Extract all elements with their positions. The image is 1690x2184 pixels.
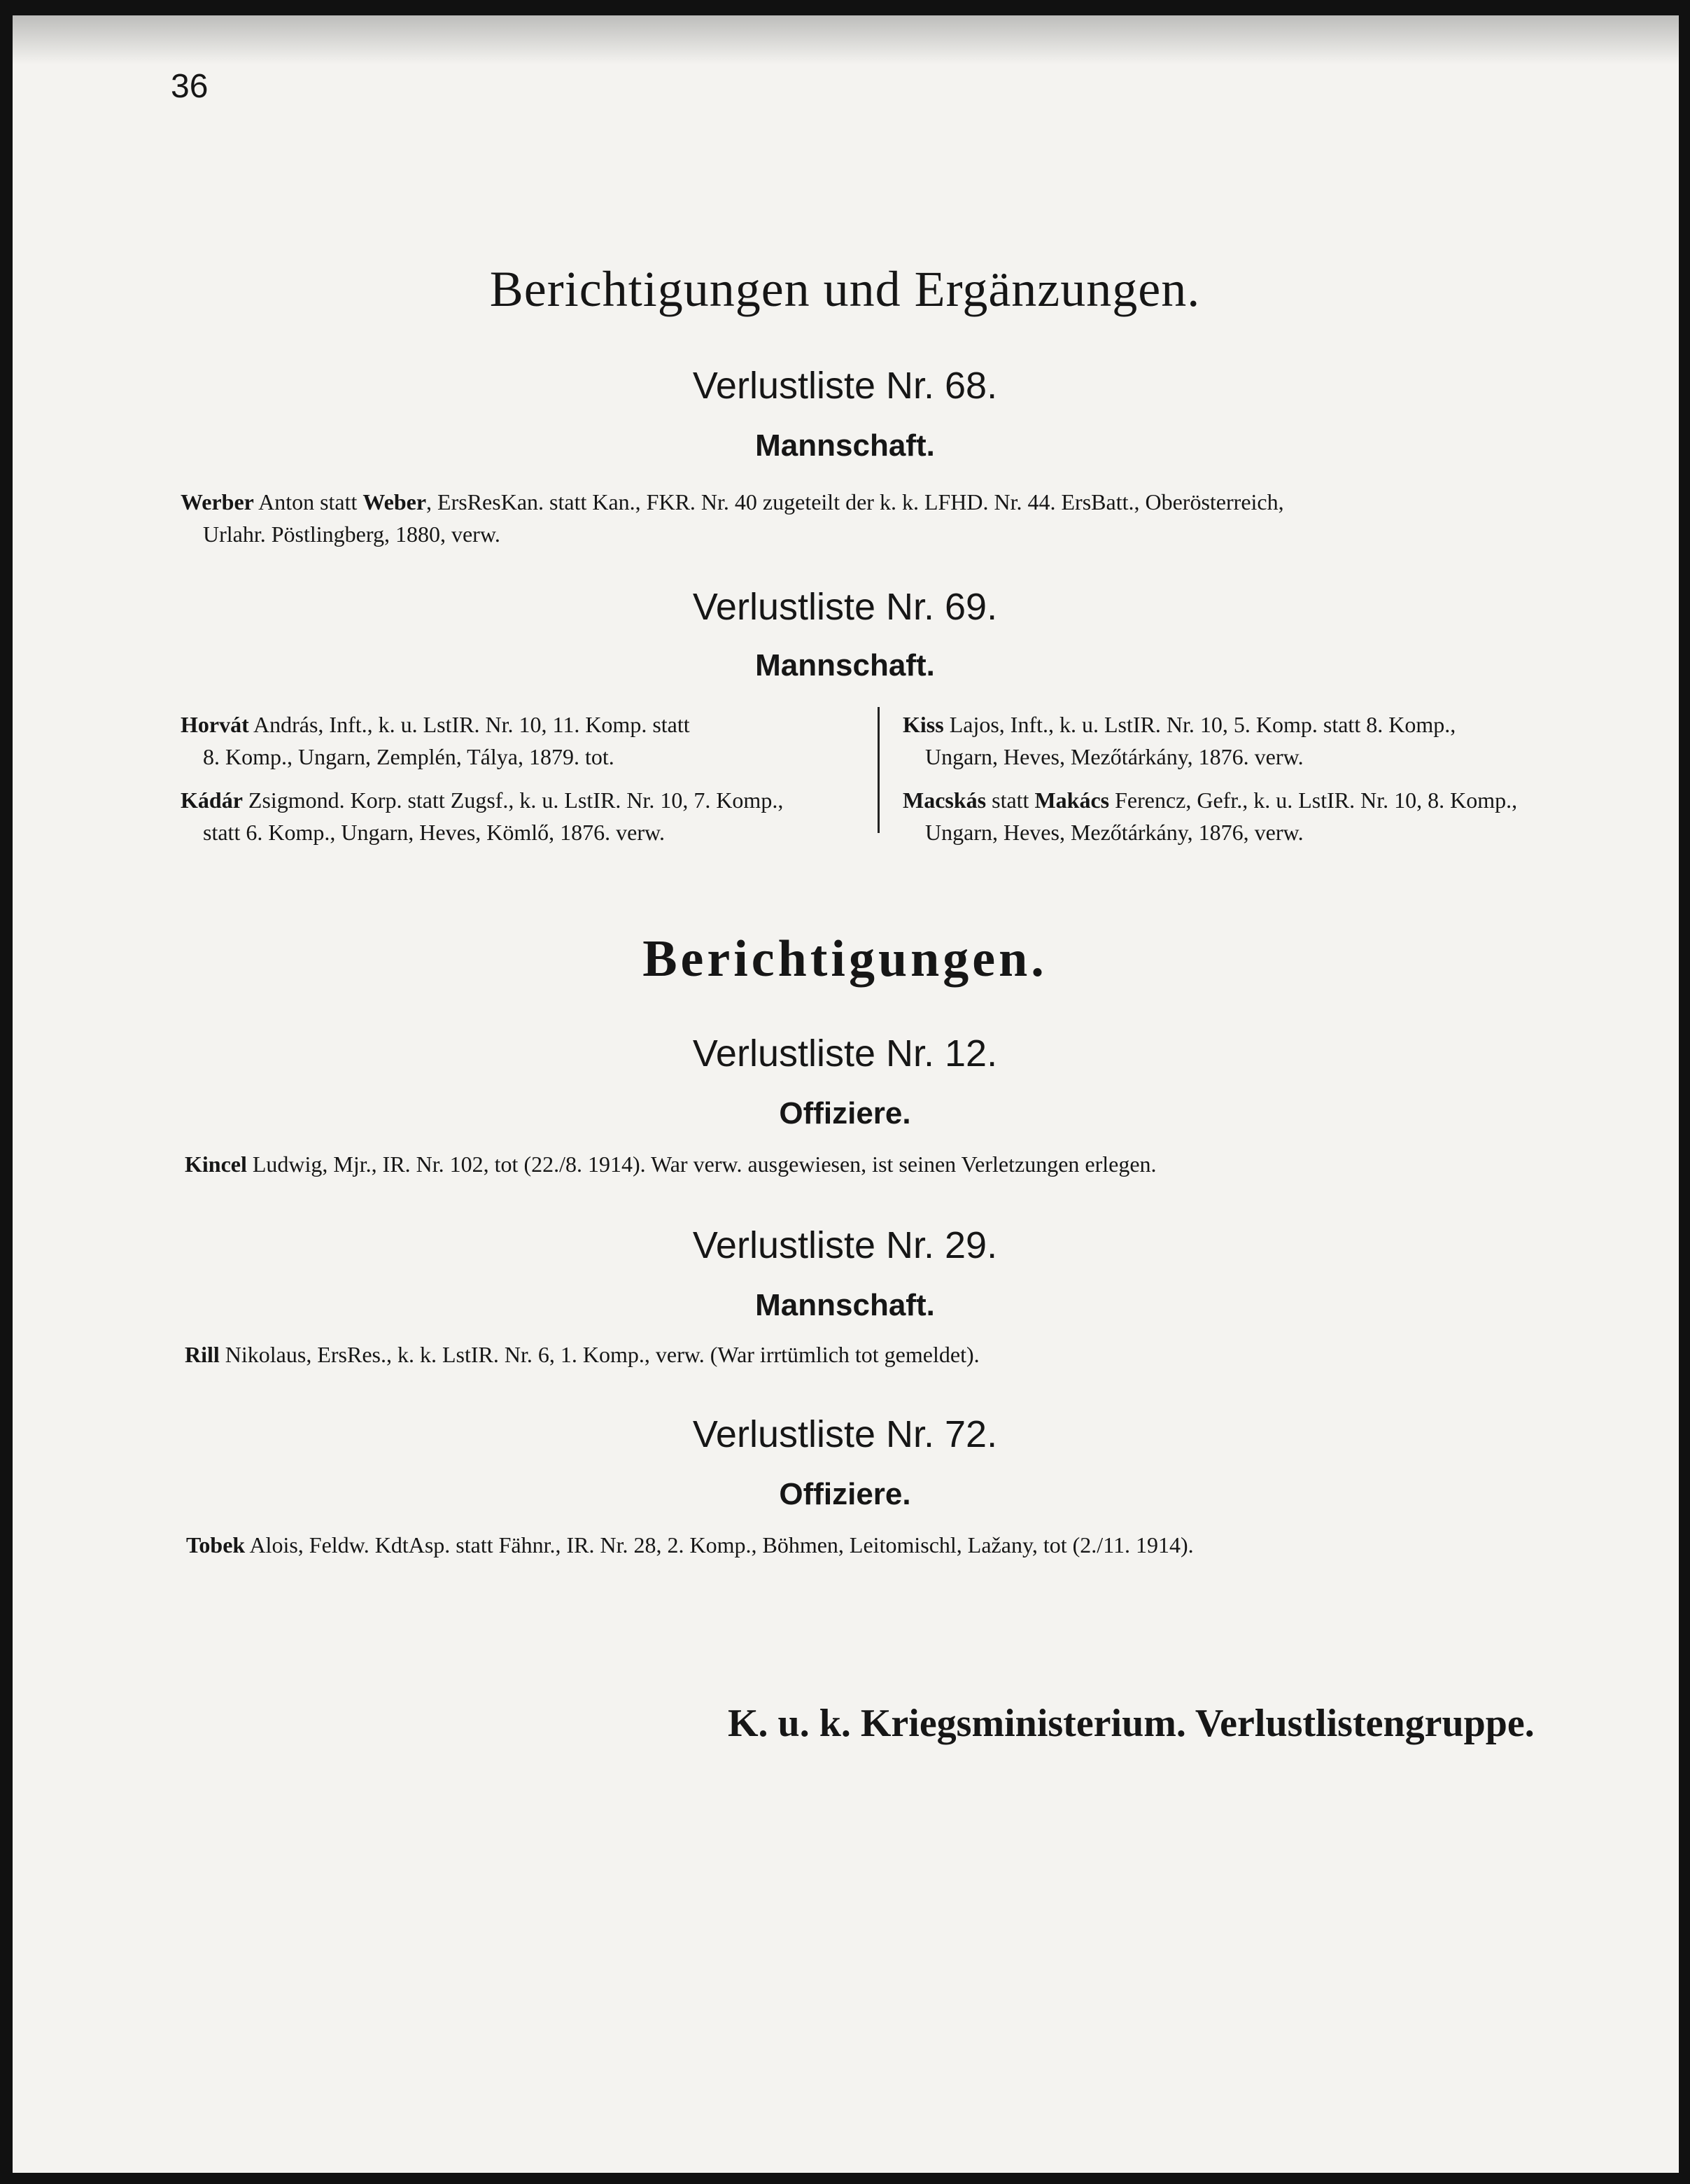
list-72-entry: Tobek Alois, Feldw. KdtAsp. statt Fähnr., IR. Nr. 28, 2. Komp., Böhmen, Leitomischl, Lažany, tot (2./11. 1914).	[186, 1532, 1194, 1558]
list-68-category: Mannschaft.	[755, 428, 935, 463]
list-69-entry-left-1: Horvát András, Inft., k. u. LstIR. Nr. 10, 11. Komp. statt 8. Komp., Ungarn, Zemplén, Tálya, 1879. tot.	[181, 712, 690, 769]
list-29-category: Mannschaft.	[755, 1288, 935, 1322]
scan-border-right	[1679, 0, 1690, 2184]
scan-border-bottom	[0, 2173, 1690, 2184]
list-72-category: Offiziere.	[779, 1477, 911, 1511]
list-69-entry-right-1: Kiss Lajos, Inft., k. u. LstIR. Nr. 10, 5. Komp. statt 8. Komp., Ungarn, Heves, Mezőtárkány, 1876. verw.	[903, 712, 1456, 769]
list-12-entry: Kincel Ludwig, Mjr., IR. Nr. 102, tot (22./8. 1914). War verw. ausgewiesen, ist seinen Verletzungen erlegen.	[185, 1152, 1157, 1177]
entry-surname: Weber	[362, 489, 427, 514]
list-72-title: Verlustliste Nr. 72.	[692, 1413, 998, 1455]
entry-surname: Horvát	[181, 712, 249, 737]
entry-surname: Makács	[1034, 788, 1110, 813]
entry-surname: Rill	[185, 1342, 220, 1367]
main-heading: Berichtigungen und Ergänzungen.	[489, 261, 1201, 317]
list-29-entry: Rill Nikolaus, ErsRes., k. k. LstIR. Nr. 6, 1. Komp., verw. (War irrtümlich tot gemeldet).	[185, 1342, 980, 1367]
list-68-entry-line2: Urlahr. Pöstlingberg, 1880, verw.	[203, 522, 500, 547]
list-68-title: Verlustliste Nr. 68.	[692, 365, 998, 407]
list-69-entry-right-2: Macskás statt Makács Ferencz, Gefr., k. u. LstIR. Nr. 10, 8. Komp., Ungarn, Heves, Mezőtárkány, 1876, verw.	[903, 788, 1518, 845]
entry-surname: Werber	[181, 489, 254, 514]
second-heading: Berichtigungen.	[642, 930, 1048, 988]
entry-surname: Kincel	[185, 1152, 247, 1177]
entry-surname: Tobek	[186, 1532, 246, 1558]
column-divider	[878, 707, 880, 833]
list-12-category: Offiziere.	[779, 1096, 911, 1130]
entry-surname: Macskás	[903, 788, 987, 813]
list-68-entry	[181, 486, 1284, 550]
entry-surname: Kádár	[181, 788, 243, 813]
list-69-category: Mannschaft.	[755, 648, 935, 682]
scan-border-left	[0, 0, 13, 2184]
scan-shadow	[13, 15, 1679, 64]
list-68-entry-line1: Werber Anton statt Weber, ErsResKan. statt Kan., FKR. Nr. 40 zugeteilt der k. k. LFHD. Nr. 44. ErsBatt., Oberösterreich,	[181, 489, 1284, 514]
list-12-title: Verlustliste Nr. 12.	[692, 1032, 998, 1074]
list-29-title: Verlustliste Nr. 29.	[692, 1224, 998, 1266]
entry-surname: Kiss	[903, 712, 944, 737]
page-number: 36	[171, 68, 209, 105]
list-69-title: Verlustliste Nr. 69.	[692, 586, 998, 628]
scan-border-top	[0, 0, 1690, 15]
signature: K. u. k. Kriegsministerium. Verlustlistengruppe.	[728, 1702, 1535, 1745]
list-69-entry-left-2: Kádár Zsigmond. Korp. statt Zugsf., k. u. LstIR. Nr. 10, 7. Komp., statt 6. Komp., Ungarn, Heves, Kömlő, 1876. verw.	[181, 788, 784, 845]
